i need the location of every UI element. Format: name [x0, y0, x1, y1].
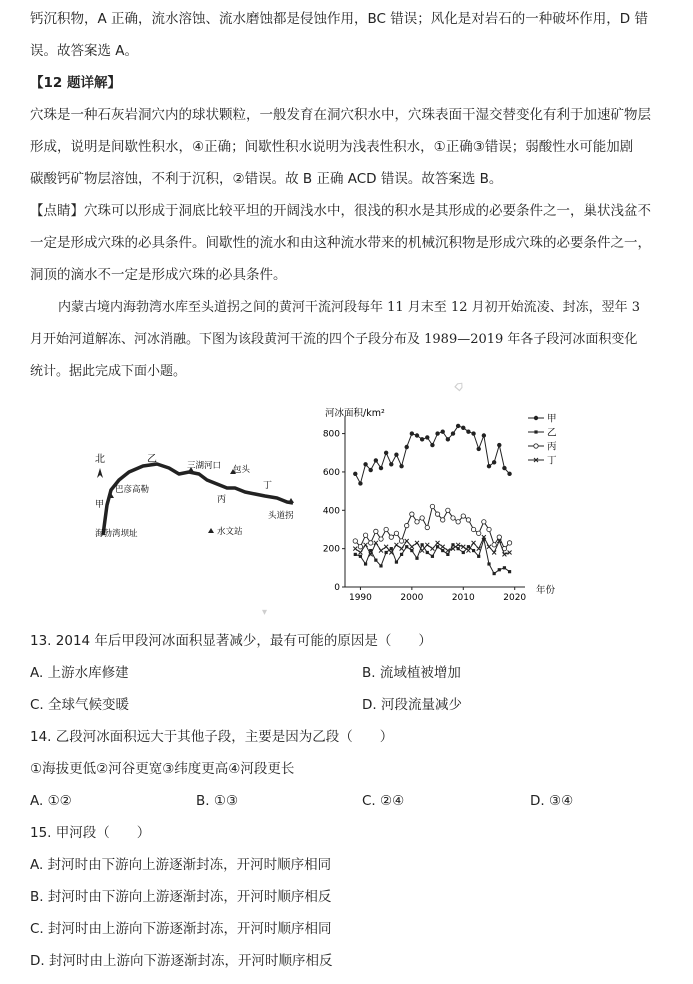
data-point	[405, 523, 409, 527]
legend-label: 乙	[547, 427, 557, 439]
data-point	[461, 426, 465, 430]
data-point	[446, 438, 450, 442]
legend-marker	[534, 444, 538, 448]
data-point	[461, 514, 465, 518]
data-point	[487, 527, 491, 531]
data-point	[441, 430, 445, 434]
map-label: 海勃湾坝址	[95, 529, 138, 539]
data-point	[487, 545, 491, 549]
data-point	[446, 553, 449, 556]
data-point	[425, 436, 429, 440]
data-point	[359, 555, 362, 558]
data-point	[415, 520, 419, 524]
data-point	[384, 451, 388, 455]
data-point	[492, 550, 496, 554]
data-point	[426, 551, 429, 554]
q15-option-a[interactable]: A. 封河时由下游向上游逐渐封冻，开河时顺序相同	[30, 857, 332, 873]
data-point	[353, 539, 357, 543]
data-point	[431, 443, 435, 447]
chart-xlabel: 年份	[536, 585, 556, 596]
map-north-label: 北	[95, 454, 105, 465]
data-point	[364, 562, 367, 565]
legend-label: 甲	[547, 413, 557, 425]
watermark-mark: ⌂	[450, 377, 468, 395]
data-point	[374, 541, 378, 545]
legend-label: 丁	[547, 455, 557, 467]
data-point	[498, 568, 501, 571]
data-point	[472, 541, 476, 545]
data-point	[363, 533, 367, 537]
question-14-stem: 14. 乙段河冰面积远大于其他子段，主要是因为乙段（ ）	[30, 729, 394, 745]
data-point	[415, 434, 419, 438]
data-point	[415, 557, 418, 560]
text-line: 一定是形成穴珠的必具条件。间歇性的流水和由这种流水带来的机械沉积物是形成穴珠的必要条件之一，	[30, 235, 651, 251]
data-point	[456, 520, 460, 524]
data-point	[503, 466, 507, 470]
data-point	[456, 424, 460, 428]
data-point	[462, 551, 465, 554]
data-point	[436, 432, 440, 436]
data-point	[457, 547, 460, 550]
data-point	[364, 462, 368, 466]
data-point	[425, 525, 429, 529]
data-point	[390, 547, 393, 550]
data-point	[477, 555, 480, 558]
text-line: 误。故答案选 A。	[30, 43, 139, 59]
question-13-stem: 13. 2014 年后甲段河冰面积显著减少，最有可能的原因是（ ）	[30, 633, 432, 649]
q13-option-d[interactable]: D. 河段流量减少	[362, 697, 462, 713]
q15-option-b[interactable]: B. 封河时由下游向上游逐渐封冻，开河时顺序相反	[30, 889, 332, 905]
q14-option-c[interactable]: C. ②④	[362, 793, 405, 809]
x-tick-label: 2020	[503, 593, 527, 603]
data-point	[394, 531, 398, 535]
data-point	[399, 539, 403, 543]
x-tick-label: 2000	[400, 593, 424, 603]
map-label: 三湖河口	[187, 461, 222, 471]
map-label: 巴彦高勒	[115, 485, 150, 495]
data-point	[395, 453, 399, 457]
data-point	[508, 570, 511, 573]
q15-option-c[interactable]: C. 封河时由上游向下游逐渐封冻，开河时顺序相同	[30, 921, 332, 937]
data-point	[374, 559, 377, 562]
map-label: 甲	[95, 500, 105, 510]
x-tick-label: 2010	[451, 593, 475, 603]
data-point	[420, 549, 424, 553]
data-point	[358, 550, 362, 554]
data-point	[379, 537, 383, 541]
map-label: 包头	[233, 465, 251, 475]
q14-option-a[interactable]: A. ①②	[30, 793, 72, 809]
data-point	[353, 472, 357, 476]
data-point	[477, 447, 481, 451]
map-label: 头道拐	[268, 511, 294, 521]
data-point	[400, 547, 404, 551]
data-point	[410, 549, 413, 552]
data-point	[492, 461, 496, 465]
data-point	[507, 541, 511, 545]
data-point	[472, 549, 475, 552]
ice-area-line-chart	[310, 402, 575, 612]
river-map	[85, 440, 310, 550]
data-point	[410, 545, 414, 549]
data-point	[487, 562, 490, 565]
intro-line: 月开始河道解冻、河冰消融。下图为该段黄河干流的四个子段分布及 1989—2019 年各子段河冰面积变化	[30, 332, 638, 347]
x-tick-label: 1990	[348, 593, 372, 603]
text-line: 【点睛】穴珠可以形成于洞底比较平坦的开阔浅水中，很浅的积水是其形成的必要条件之一，巢状浅盆不	[30, 203, 651, 219]
question-15-stem: 15. 甲河段（ ）	[30, 825, 151, 841]
north-arrow-icon	[97, 468, 103, 478]
watermark-mark: ▾	[262, 607, 268, 618]
data-point	[472, 432, 476, 436]
series-line-1	[355, 426, 509, 484]
data-point	[436, 541, 440, 545]
data-point	[374, 529, 378, 533]
section-heading: 【12 题详解】	[30, 75, 121, 91]
data-point	[400, 553, 403, 556]
data-point	[467, 545, 470, 548]
data-point	[451, 432, 455, 436]
question-14-items: ①海拔更低②河谷更宽③纬度更高④河段更长	[30, 761, 295, 777]
map-label: 丙	[217, 495, 227, 505]
text-line: 碳酸钙矿物层溶蚀，不利于沉积，②错误。故 B 正确 ACD 错误。故答案选 B。	[30, 171, 503, 187]
data-point	[425, 543, 429, 547]
intro-line: 内蒙古境内海勃湾水库至头道拐之间的黄河干流河段每年 11 月末至 12 月初开始流凌、封冻，翌年 3	[58, 300, 641, 315]
data-point	[359, 482, 363, 486]
data-point	[384, 527, 388, 531]
map-label: 乙	[147, 454, 157, 465]
data-point	[358, 545, 362, 549]
data-point	[379, 549, 383, 553]
data-point	[420, 516, 424, 520]
intro-line: 统计。据此完成下面小题。	[30, 364, 187, 379]
chart-ylabel: 河冰面积/km²	[325, 408, 385, 419]
q14-option-d[interactable]: D. ③④	[530, 793, 574, 809]
data-point	[446, 508, 450, 512]
data-point	[389, 535, 393, 539]
yellow-river-line	[103, 464, 293, 535]
data-point	[451, 516, 455, 520]
data-point	[508, 472, 512, 476]
data-point	[492, 543, 496, 547]
text-line: 穴珠是一种石灰岩洞穴内的球状颗粒，一般发育在洞穴积水中，穴珠表面干湿交替变化有利于加速矿物层	[30, 107, 651, 123]
map-legend-label: 水文站	[217, 527, 243, 537]
station-marker-icon	[288, 498, 294, 503]
data-point	[431, 555, 434, 558]
data-point	[435, 512, 439, 516]
data-point	[451, 543, 454, 546]
text-line: 形成，说明是间歇性积水，④正确；间歇性积水说明为浅表性积水，①正确③错误；弱酸性水可能加剧	[30, 139, 634, 155]
y-tick-label: 400	[322, 506, 340, 517]
data-point	[493, 572, 496, 575]
data-point	[482, 520, 486, 524]
data-point	[497, 535, 501, 539]
y-tick-label: 0	[334, 583, 340, 593]
y-tick-label: 800	[322, 429, 340, 440]
data-point	[410, 512, 414, 516]
data-point	[466, 518, 470, 522]
data-point	[374, 459, 378, 463]
data-point	[503, 566, 506, 569]
data-point	[497, 443, 501, 447]
data-point	[421, 543, 424, 546]
data-point	[415, 541, 419, 545]
data-point	[395, 560, 398, 563]
data-point	[353, 547, 357, 551]
data-point	[477, 547, 481, 551]
map-label: 丁	[263, 481, 273, 491]
data-point	[354, 553, 357, 556]
data-point	[410, 432, 414, 436]
legend-label: 丙	[547, 441, 557, 453]
data-point	[477, 531, 481, 535]
data-point	[487, 464, 491, 468]
y-tick-label: 200	[322, 544, 340, 555]
data-point	[430, 504, 434, 508]
data-point	[436, 545, 439, 548]
q13-option-c[interactable]: C. 全球气候变暖	[30, 697, 130, 713]
text-line: 钙沉积物，A 正确，流水溶蚀、流水磨蚀都是侵蚀作用，BC 错误；风化是对岩石的一种破坏作用，D 错	[30, 11, 648, 27]
data-point	[466, 549, 470, 553]
data-point	[394, 543, 398, 547]
data-point	[405, 539, 409, 543]
text-line: 洞顶的滴水不一定是形成穴珠的必具条件。	[30, 267, 287, 283]
data-point	[441, 518, 445, 522]
data-point	[405, 445, 409, 449]
data-point	[379, 466, 383, 470]
data-point	[405, 545, 408, 548]
data-point	[364, 543, 368, 547]
legend-marker	[534, 430, 537, 433]
data-point	[379, 564, 382, 567]
data-point	[389, 462, 393, 466]
data-point	[441, 549, 444, 552]
data-point	[482, 434, 486, 438]
legend-station-icon	[208, 528, 214, 533]
y-tick-label: 600	[322, 467, 340, 478]
data-point	[467, 430, 471, 434]
q13-option-a[interactable]: A. 上游水库修建	[30, 665, 129, 681]
data-point	[471, 527, 475, 531]
q13-option-b[interactable]: B. 流域植被增加	[362, 665, 461, 681]
data-point	[400, 464, 404, 468]
data-point	[369, 541, 373, 545]
data-point	[369, 468, 373, 472]
data-point	[385, 551, 388, 554]
data-point	[384, 545, 388, 549]
q15-option-d[interactable]: D. 封河时由上游向下游逐渐封冻，开河时顺序相反	[30, 953, 333, 969]
data-point	[441, 545, 445, 549]
data-point	[420, 438, 424, 442]
q14-option-b[interactable]: B. ①③	[196, 793, 239, 809]
legend-marker	[534, 416, 538, 420]
data-point	[430, 547, 434, 551]
